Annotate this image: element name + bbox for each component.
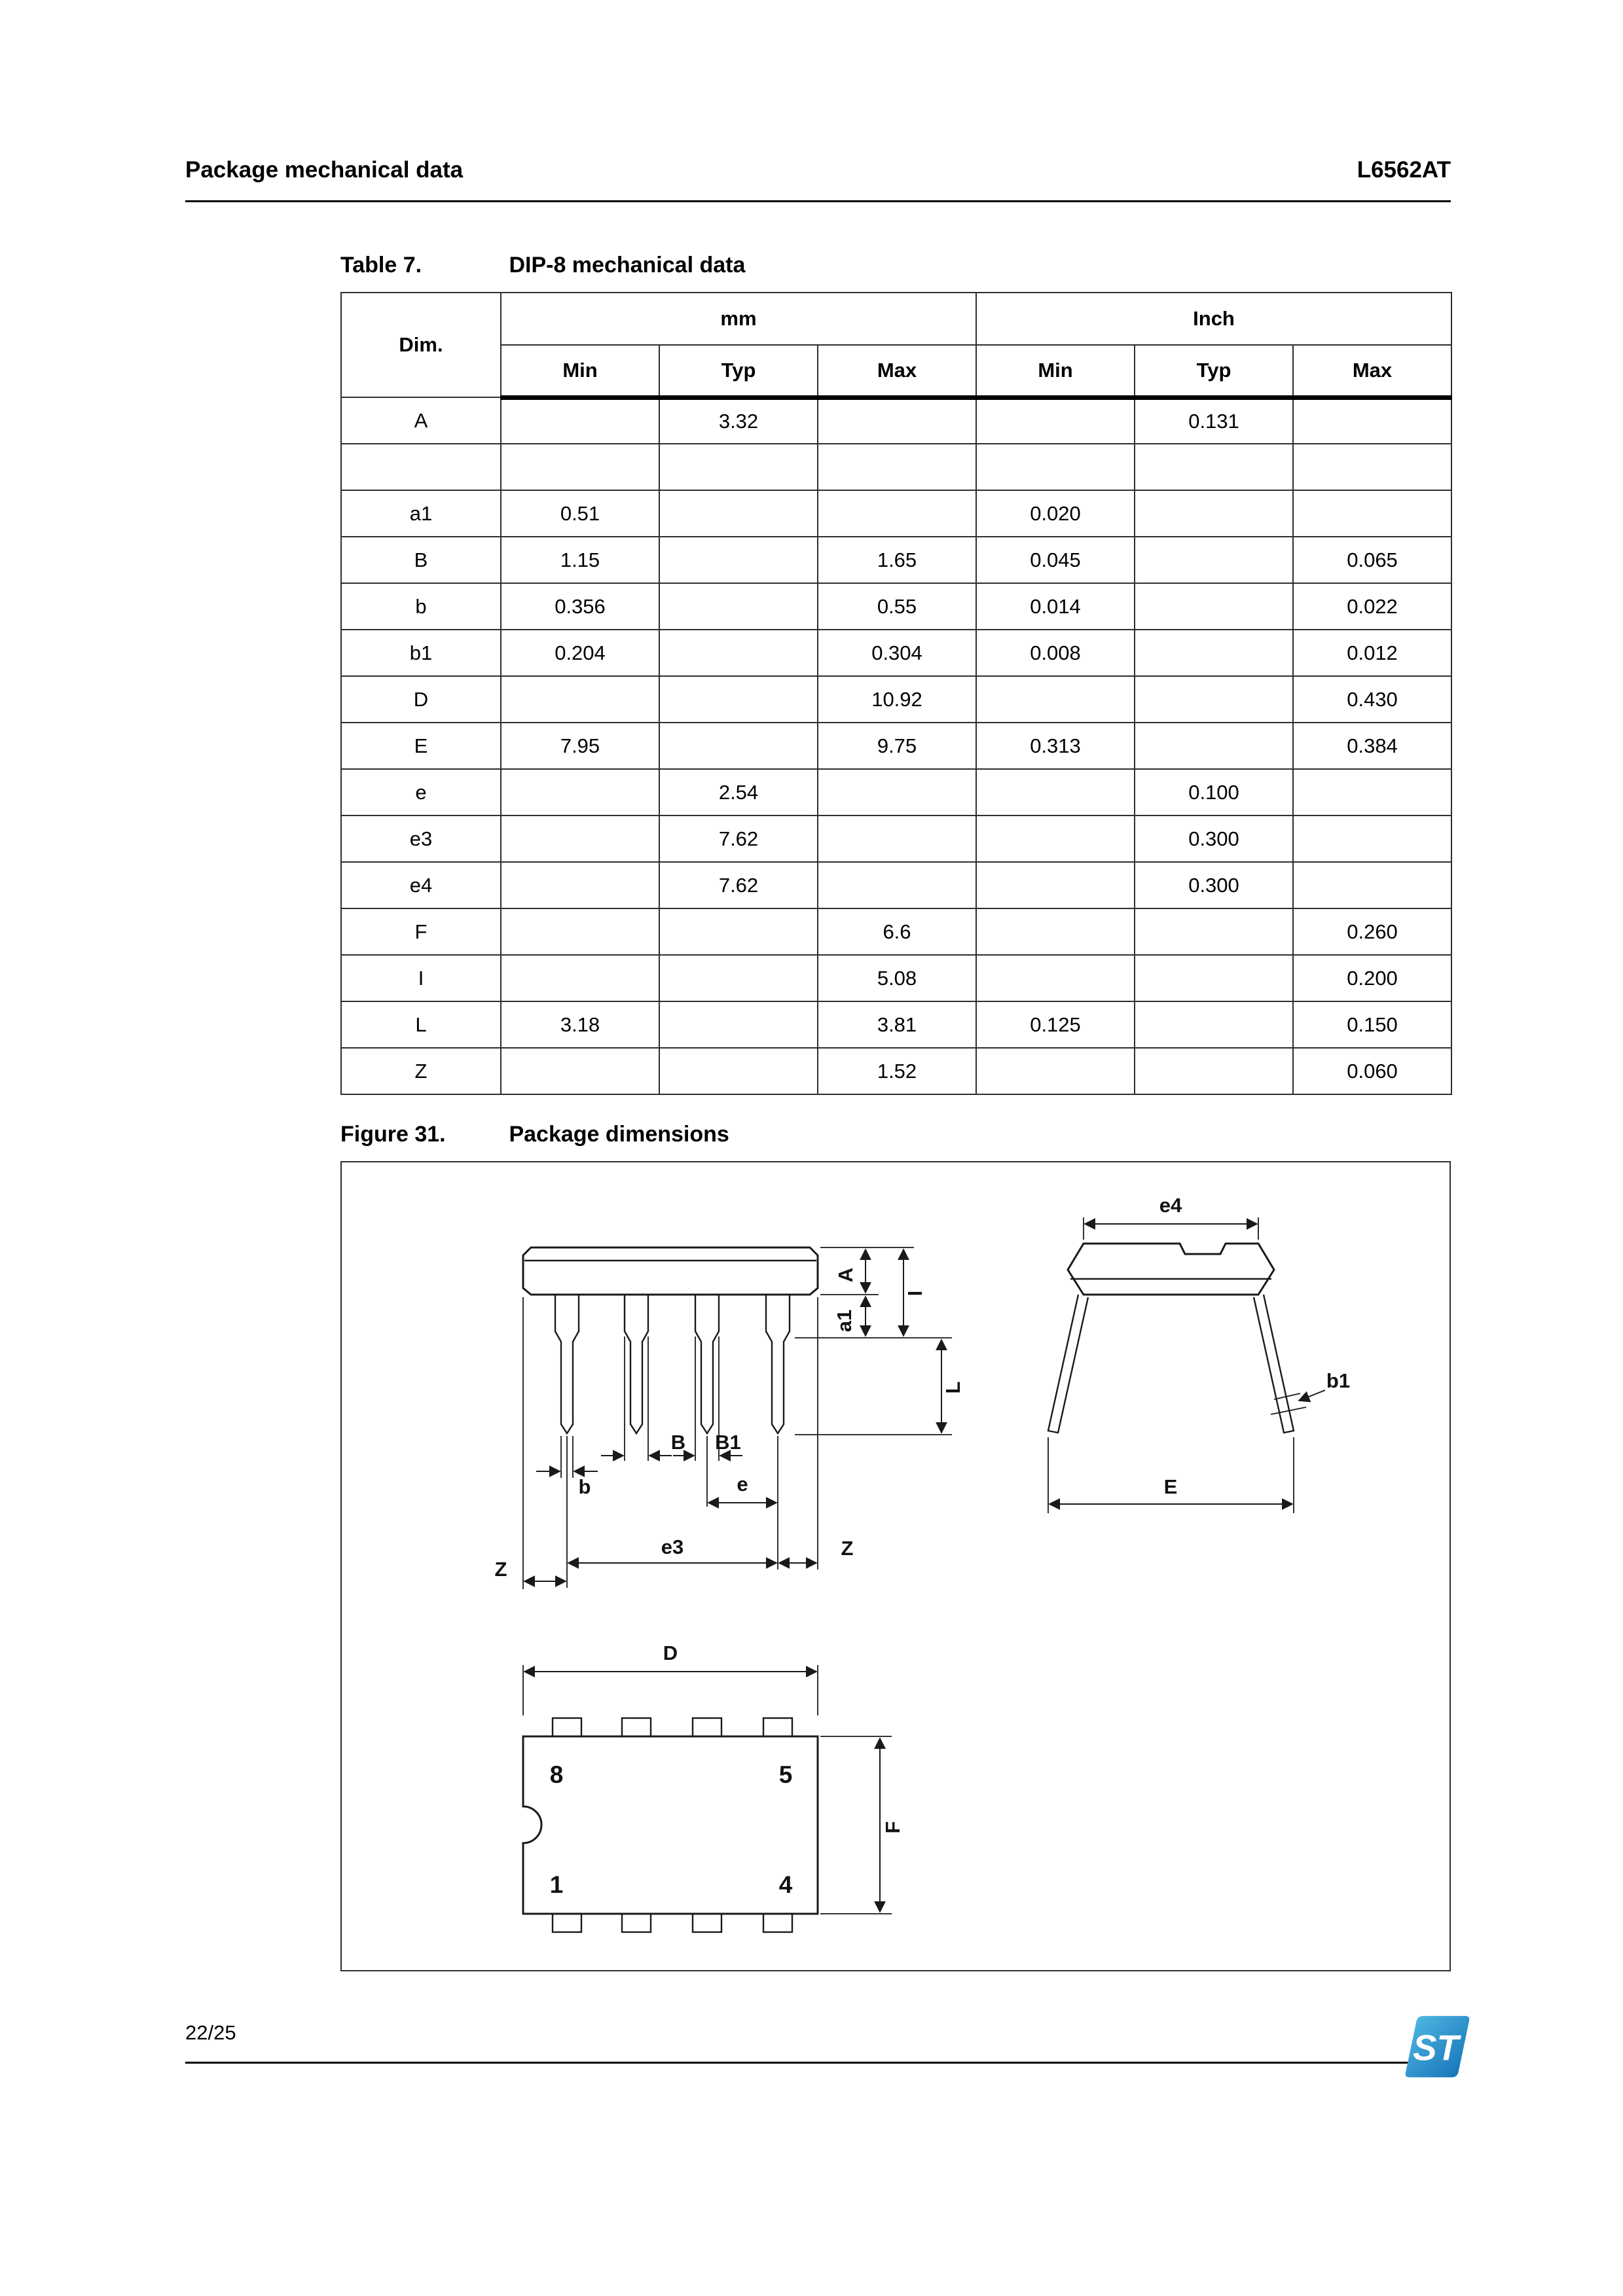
table-row xyxy=(341,537,1451,583)
dim-cell: a1 xyxy=(341,490,501,537)
value-cell xyxy=(659,955,818,1001)
value-cell xyxy=(659,630,818,676)
table-row xyxy=(341,490,1451,537)
table-group-header-row xyxy=(341,293,1451,345)
dim-label-a1: a1 xyxy=(833,1309,856,1333)
value-cell xyxy=(976,816,1135,862)
leg-right xyxy=(1254,1295,1294,1433)
value-cell xyxy=(976,955,1135,1001)
value-cell: 0.014 xyxy=(976,583,1135,630)
dim-cell: D xyxy=(341,676,501,723)
table-row xyxy=(341,1048,1451,1094)
table-row xyxy=(341,862,1451,908)
value-cell xyxy=(1135,955,1293,1001)
stub-top-1 xyxy=(553,1718,581,1736)
dim-cell: L xyxy=(341,1001,501,1048)
value-cell xyxy=(659,1001,818,1048)
value-cell xyxy=(1293,816,1451,862)
value-cell: 0.100 xyxy=(1135,769,1293,816)
value-cell: 0.045 xyxy=(976,537,1135,583)
value-cell: 5.08 xyxy=(818,955,976,1001)
dim-cell: e3 xyxy=(341,816,501,862)
value-cell xyxy=(501,676,659,723)
value-cell: 0.356 xyxy=(501,583,659,630)
table-subheader-row xyxy=(341,345,1451,397)
bottom-view xyxy=(523,1641,904,1932)
value-cell xyxy=(1293,490,1451,537)
value-cell xyxy=(818,816,976,862)
stub-top-3 xyxy=(693,1718,721,1736)
st-logo-text: ST xyxy=(1412,2027,1459,2068)
dim-L xyxy=(941,1340,964,1433)
value-cell: 0.51 xyxy=(501,490,659,537)
value-cell xyxy=(1135,1048,1293,1094)
value-cell: 0.300 xyxy=(1135,816,1293,862)
value-cell xyxy=(818,862,976,908)
value-cell xyxy=(659,1048,818,1094)
stub-bottom-1 xyxy=(553,1914,581,1932)
value-cell xyxy=(501,862,659,908)
value-cell xyxy=(659,537,818,583)
stub-top-2 xyxy=(622,1718,651,1736)
stub-bottom-4 xyxy=(763,1914,792,1932)
mechanical-data-table xyxy=(340,292,1452,1095)
value-cell: 0.022 xyxy=(1293,583,1451,630)
footer-rule xyxy=(185,2062,1451,2064)
value-cell xyxy=(976,862,1135,908)
table-row xyxy=(341,444,1451,490)
value-cell xyxy=(1135,676,1293,723)
value-cell xyxy=(1135,490,1293,537)
dim-label-I: I xyxy=(903,1290,926,1297)
value-cell xyxy=(1293,862,1451,908)
value-cell xyxy=(659,583,818,630)
dim-cell: F xyxy=(341,908,501,955)
figure-caption-label: Figure 31. xyxy=(340,1122,446,1147)
value-cell: 0.125 xyxy=(976,1001,1135,1048)
dim-a1 xyxy=(833,1297,866,1336)
figure-caption xyxy=(340,1122,729,1147)
value-cell xyxy=(818,769,976,816)
dim-cell: b1 xyxy=(341,630,501,676)
value-cell: 0.384 xyxy=(1293,723,1451,769)
doc-title: L6562AT xyxy=(1357,157,1451,183)
value-cell xyxy=(659,908,818,955)
pin-2-side xyxy=(625,1295,648,1433)
table-row xyxy=(341,723,1451,769)
inch-typ-header: Typ xyxy=(1135,345,1293,397)
value-cell xyxy=(976,769,1135,816)
value-cell xyxy=(501,444,659,490)
value-cell xyxy=(1135,908,1293,955)
value-cell: 0.060 xyxy=(1293,1048,1451,1094)
value-cell: 0.008 xyxy=(976,630,1135,676)
dim-arrow-b1 xyxy=(1299,1390,1325,1401)
value-cell xyxy=(1135,1001,1293,1048)
value-cell xyxy=(659,444,818,490)
value-cell xyxy=(501,955,659,1001)
value-cell: 3.18 xyxy=(501,1001,659,1048)
mm-max-header: Max xyxy=(818,345,976,397)
value-cell: 6.6 xyxy=(818,908,976,955)
value-cell xyxy=(1135,630,1293,676)
leg-left xyxy=(1048,1295,1088,1433)
dim-cell: B xyxy=(341,537,501,583)
value-cell xyxy=(1135,444,1293,490)
value-cell xyxy=(818,444,976,490)
dim-label-L: L xyxy=(941,1381,964,1394)
value-cell xyxy=(976,908,1135,955)
dim-label-z-left: Z xyxy=(494,1558,507,1581)
dim-E xyxy=(1048,1437,1294,1513)
table-caption xyxy=(340,253,745,278)
dim-I xyxy=(903,1249,926,1336)
table-row xyxy=(341,676,1451,723)
value-cell: 0.200 xyxy=(1293,955,1451,1001)
stub-top-4 xyxy=(763,1718,792,1736)
stub-bottom-2 xyxy=(622,1914,651,1932)
value-cell: 0.300 xyxy=(1135,862,1293,908)
pin-number-4: 4 xyxy=(778,1871,793,1898)
table-caption-label: Table 7. xyxy=(340,253,422,278)
dim-label-D: D xyxy=(663,1641,678,1664)
value-cell: 3.81 xyxy=(818,1001,976,1048)
dim-label-e4: e4 xyxy=(1159,1194,1182,1217)
dim-label-b: b xyxy=(578,1475,591,1498)
value-cell: 0.020 xyxy=(976,490,1135,537)
pin-1-side xyxy=(555,1295,579,1433)
dim-header-cell: Dim. xyxy=(341,293,501,397)
value-cell xyxy=(976,444,1135,490)
value-cell xyxy=(501,1048,659,1094)
st-logo xyxy=(1401,2011,1473,2083)
section-title: Package mechanical data xyxy=(185,157,464,183)
side-view xyxy=(495,1247,964,1589)
value-cell: 0.012 xyxy=(1293,630,1451,676)
value-cell: 2.54 xyxy=(659,769,818,816)
value-cell xyxy=(976,397,1135,444)
dim-cell: A xyxy=(341,397,501,444)
value-cell: 7.62 xyxy=(659,862,818,908)
mm-typ-header: Typ xyxy=(659,345,818,397)
value-cell xyxy=(818,397,976,444)
dim-z-left xyxy=(495,1297,566,1589)
dim-label-e3: e3 xyxy=(661,1535,684,1558)
value-cell: 9.75 xyxy=(818,723,976,769)
dim-label-z-right: Z xyxy=(841,1537,854,1560)
value-cell: 0.430 xyxy=(1293,676,1451,723)
value-cell: 0.131 xyxy=(1135,397,1293,444)
package-drawing xyxy=(342,1162,1450,1970)
pin-number-1: 1 xyxy=(549,1871,564,1898)
dim-label-e: e xyxy=(737,1473,748,1496)
package-body-side xyxy=(523,1247,818,1295)
end-view xyxy=(1048,1194,1350,1513)
value-cell xyxy=(501,908,659,955)
inch-max-header: Max xyxy=(1293,345,1451,397)
value-cell xyxy=(1135,583,1293,630)
dim-D xyxy=(523,1641,818,1715)
package-body-bottom xyxy=(523,1736,818,1914)
table-caption-title: DIP-8 mechanical data xyxy=(509,253,746,278)
value-cell xyxy=(818,490,976,537)
table-row xyxy=(341,630,1451,676)
dim-B xyxy=(601,1336,685,1461)
dim-label-B: B xyxy=(670,1431,686,1454)
table-row xyxy=(341,583,1451,630)
value-cell xyxy=(501,816,659,862)
pin-number-8: 8 xyxy=(549,1761,564,1788)
value-cell xyxy=(1293,444,1451,490)
pin-4-side xyxy=(766,1295,790,1433)
dim-A xyxy=(834,1249,866,1293)
value-cell: 1.15 xyxy=(501,537,659,583)
value-cell xyxy=(1135,537,1293,583)
dim-label-F: F xyxy=(881,1821,904,1834)
figure-caption-title: Package dimensions xyxy=(509,1122,729,1147)
stub-bottom-3 xyxy=(693,1914,721,1932)
dim-cell: e4 xyxy=(341,862,501,908)
inch-min-header: Min xyxy=(976,345,1135,397)
value-cell xyxy=(659,723,818,769)
pin-3-side xyxy=(695,1295,719,1433)
value-cell: 0.065 xyxy=(1293,537,1451,583)
value-cell: 0.260 xyxy=(1293,908,1451,955)
dim-cell: I xyxy=(341,955,501,1001)
value-cell: 1.65 xyxy=(818,537,976,583)
table-row xyxy=(341,1001,1451,1048)
page-header xyxy=(185,157,1451,202)
mm-group-header: mm xyxy=(501,293,976,345)
table-body xyxy=(341,397,1451,1094)
value-cell: 3.32 xyxy=(659,397,818,444)
table-row xyxy=(341,955,1451,1001)
value-cell: 7.95 xyxy=(501,723,659,769)
dim-label-B1: B1 xyxy=(715,1431,741,1454)
dim-F xyxy=(820,1736,904,1914)
value-cell: 0.204 xyxy=(501,630,659,676)
value-cell: 10.92 xyxy=(818,676,976,723)
st-logo-icon xyxy=(1401,2011,1473,2083)
dim-label-b1: b1 xyxy=(1326,1369,1351,1392)
table-row xyxy=(341,908,1451,955)
inch-group-header: Inch xyxy=(976,293,1451,345)
value-cell: 1.52 xyxy=(818,1048,976,1094)
dim-label-A: A xyxy=(834,1267,857,1283)
value-cell xyxy=(659,676,818,723)
value-cell xyxy=(1293,397,1451,444)
dim-cell: E xyxy=(341,723,501,769)
dim-b1 xyxy=(1271,1369,1350,1414)
page-number: 22/25 xyxy=(185,2021,236,2044)
package-body-end xyxy=(1068,1244,1274,1295)
pin-number-5: 5 xyxy=(778,1761,793,1788)
value-cell xyxy=(501,397,659,444)
dim-e4 xyxy=(1084,1194,1258,1240)
table-row xyxy=(341,769,1451,816)
value-cell: 0.150 xyxy=(1293,1001,1451,1048)
value-cell: 0.304 xyxy=(818,630,976,676)
package-dimensions-figure xyxy=(340,1161,1451,1971)
value-cell xyxy=(501,769,659,816)
value-cell xyxy=(976,676,1135,723)
value-cell xyxy=(659,490,818,537)
dim-cell xyxy=(341,444,501,490)
value-cell: 0.55 xyxy=(818,583,976,630)
value-cell: 7.62 xyxy=(659,816,818,862)
dim-cell: Z xyxy=(341,1048,501,1094)
value-cell xyxy=(1293,769,1451,816)
dim-e3 xyxy=(567,1436,778,1588)
table-row xyxy=(341,397,1451,444)
dim-cell: e xyxy=(341,769,501,816)
value-cell: 0.313 xyxy=(976,723,1135,769)
dim-cell: b xyxy=(341,583,501,630)
table-row xyxy=(341,816,1451,862)
dim-label-E: E xyxy=(1163,1475,1178,1498)
mm-min-header: Min xyxy=(501,345,659,397)
value-cell xyxy=(976,1048,1135,1094)
value-cell xyxy=(1135,723,1293,769)
